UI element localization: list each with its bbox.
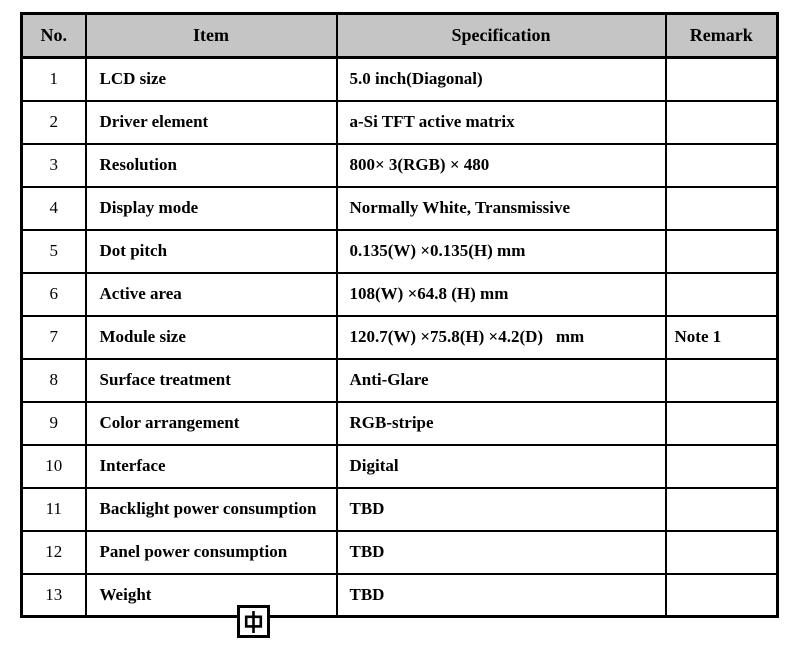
row-remark (666, 101, 778, 144)
table-row (22, 445, 778, 488)
row-remark (666, 445, 778, 488)
table-row (22, 531, 778, 574)
row-spec: 800× 3(RGB) × 480 (337, 144, 666, 187)
row-spec: Digital (337, 445, 666, 488)
table-row (22, 402, 778, 445)
row-no: 7 (22, 316, 86, 359)
row-no: 4 (22, 187, 86, 230)
row-remark (666, 574, 778, 617)
row-no: 5 (22, 230, 86, 273)
row-remark (666, 402, 778, 445)
row-item: Active area (86, 273, 337, 316)
table-row (22, 101, 778, 144)
table-row (22, 359, 778, 402)
table-row (22, 144, 778, 187)
row-no: 2 (22, 101, 86, 144)
header-item: Item (86, 14, 337, 58)
table-row (22, 273, 778, 316)
row-spec: 5.0 inch(Diagonal) (337, 58, 666, 101)
row-no: 10 (22, 445, 86, 488)
row-spec: TBD (337, 488, 666, 531)
row-spec: 0.135(W) ×0.135(H) mm (337, 230, 666, 273)
table-row (22, 574, 778, 617)
row-remark (666, 58, 778, 101)
row-no: 9 (22, 402, 86, 445)
row-no: 13 (22, 574, 86, 617)
row-item: Display mode (86, 187, 337, 230)
row-item: Panel power consumption (86, 531, 337, 574)
row-spec: Normally White, Transmissive (337, 187, 666, 230)
row-item: Module size (86, 316, 337, 359)
row-spec: 108(W) ×64.8 (H) mm (337, 273, 666, 316)
header-remark: Remark (666, 14, 778, 58)
row-spec: a-Si TFT active matrix (337, 101, 666, 144)
row-remark (666, 531, 778, 574)
header-no: No. (22, 14, 86, 58)
table-row (22, 316, 778, 359)
spec-table (20, 12, 779, 618)
row-item: Weight (86, 574, 337, 617)
table-row (22, 58, 778, 101)
row-no: 11 (22, 488, 86, 531)
row-item: Driver element (86, 101, 337, 144)
center-anchor-icon (244, 611, 263, 633)
row-item: Color arrangement (86, 402, 337, 445)
table-row (22, 230, 778, 273)
header-specification: Specification (337, 14, 666, 58)
table-header-row (22, 14, 778, 58)
row-no: 8 (22, 359, 86, 402)
row-spec: 120.7(W) ×75.8(H) ×4.2(D) mm (337, 316, 666, 359)
row-spec: TBD (337, 531, 666, 574)
row-item: LCD size (86, 58, 337, 101)
table-row (22, 187, 778, 230)
row-spec: TBD (337, 574, 666, 617)
table-row (22, 488, 778, 531)
row-remark (666, 488, 778, 531)
row-spec: Anti-Glare (337, 359, 666, 402)
row-remark (666, 230, 778, 273)
row-item: Surface treatment (86, 359, 337, 402)
center-anchor-marker[interactable] (237, 605, 270, 638)
row-remark (666, 359, 778, 402)
row-remark (666, 187, 778, 230)
row-remark: Note 1 (666, 316, 778, 359)
row-item: Backlight power consumption (86, 488, 337, 531)
row-remark (666, 273, 778, 316)
row-no: 6 (22, 273, 86, 316)
row-remark (666, 144, 778, 187)
row-item: Dot pitch (86, 230, 337, 273)
row-spec: RGB-stripe (337, 402, 666, 445)
row-item: Resolution (86, 144, 337, 187)
row-no: 12 (22, 531, 86, 574)
row-item: Interface (86, 445, 337, 488)
row-no: 3 (22, 144, 86, 187)
row-no: 1 (22, 58, 86, 101)
